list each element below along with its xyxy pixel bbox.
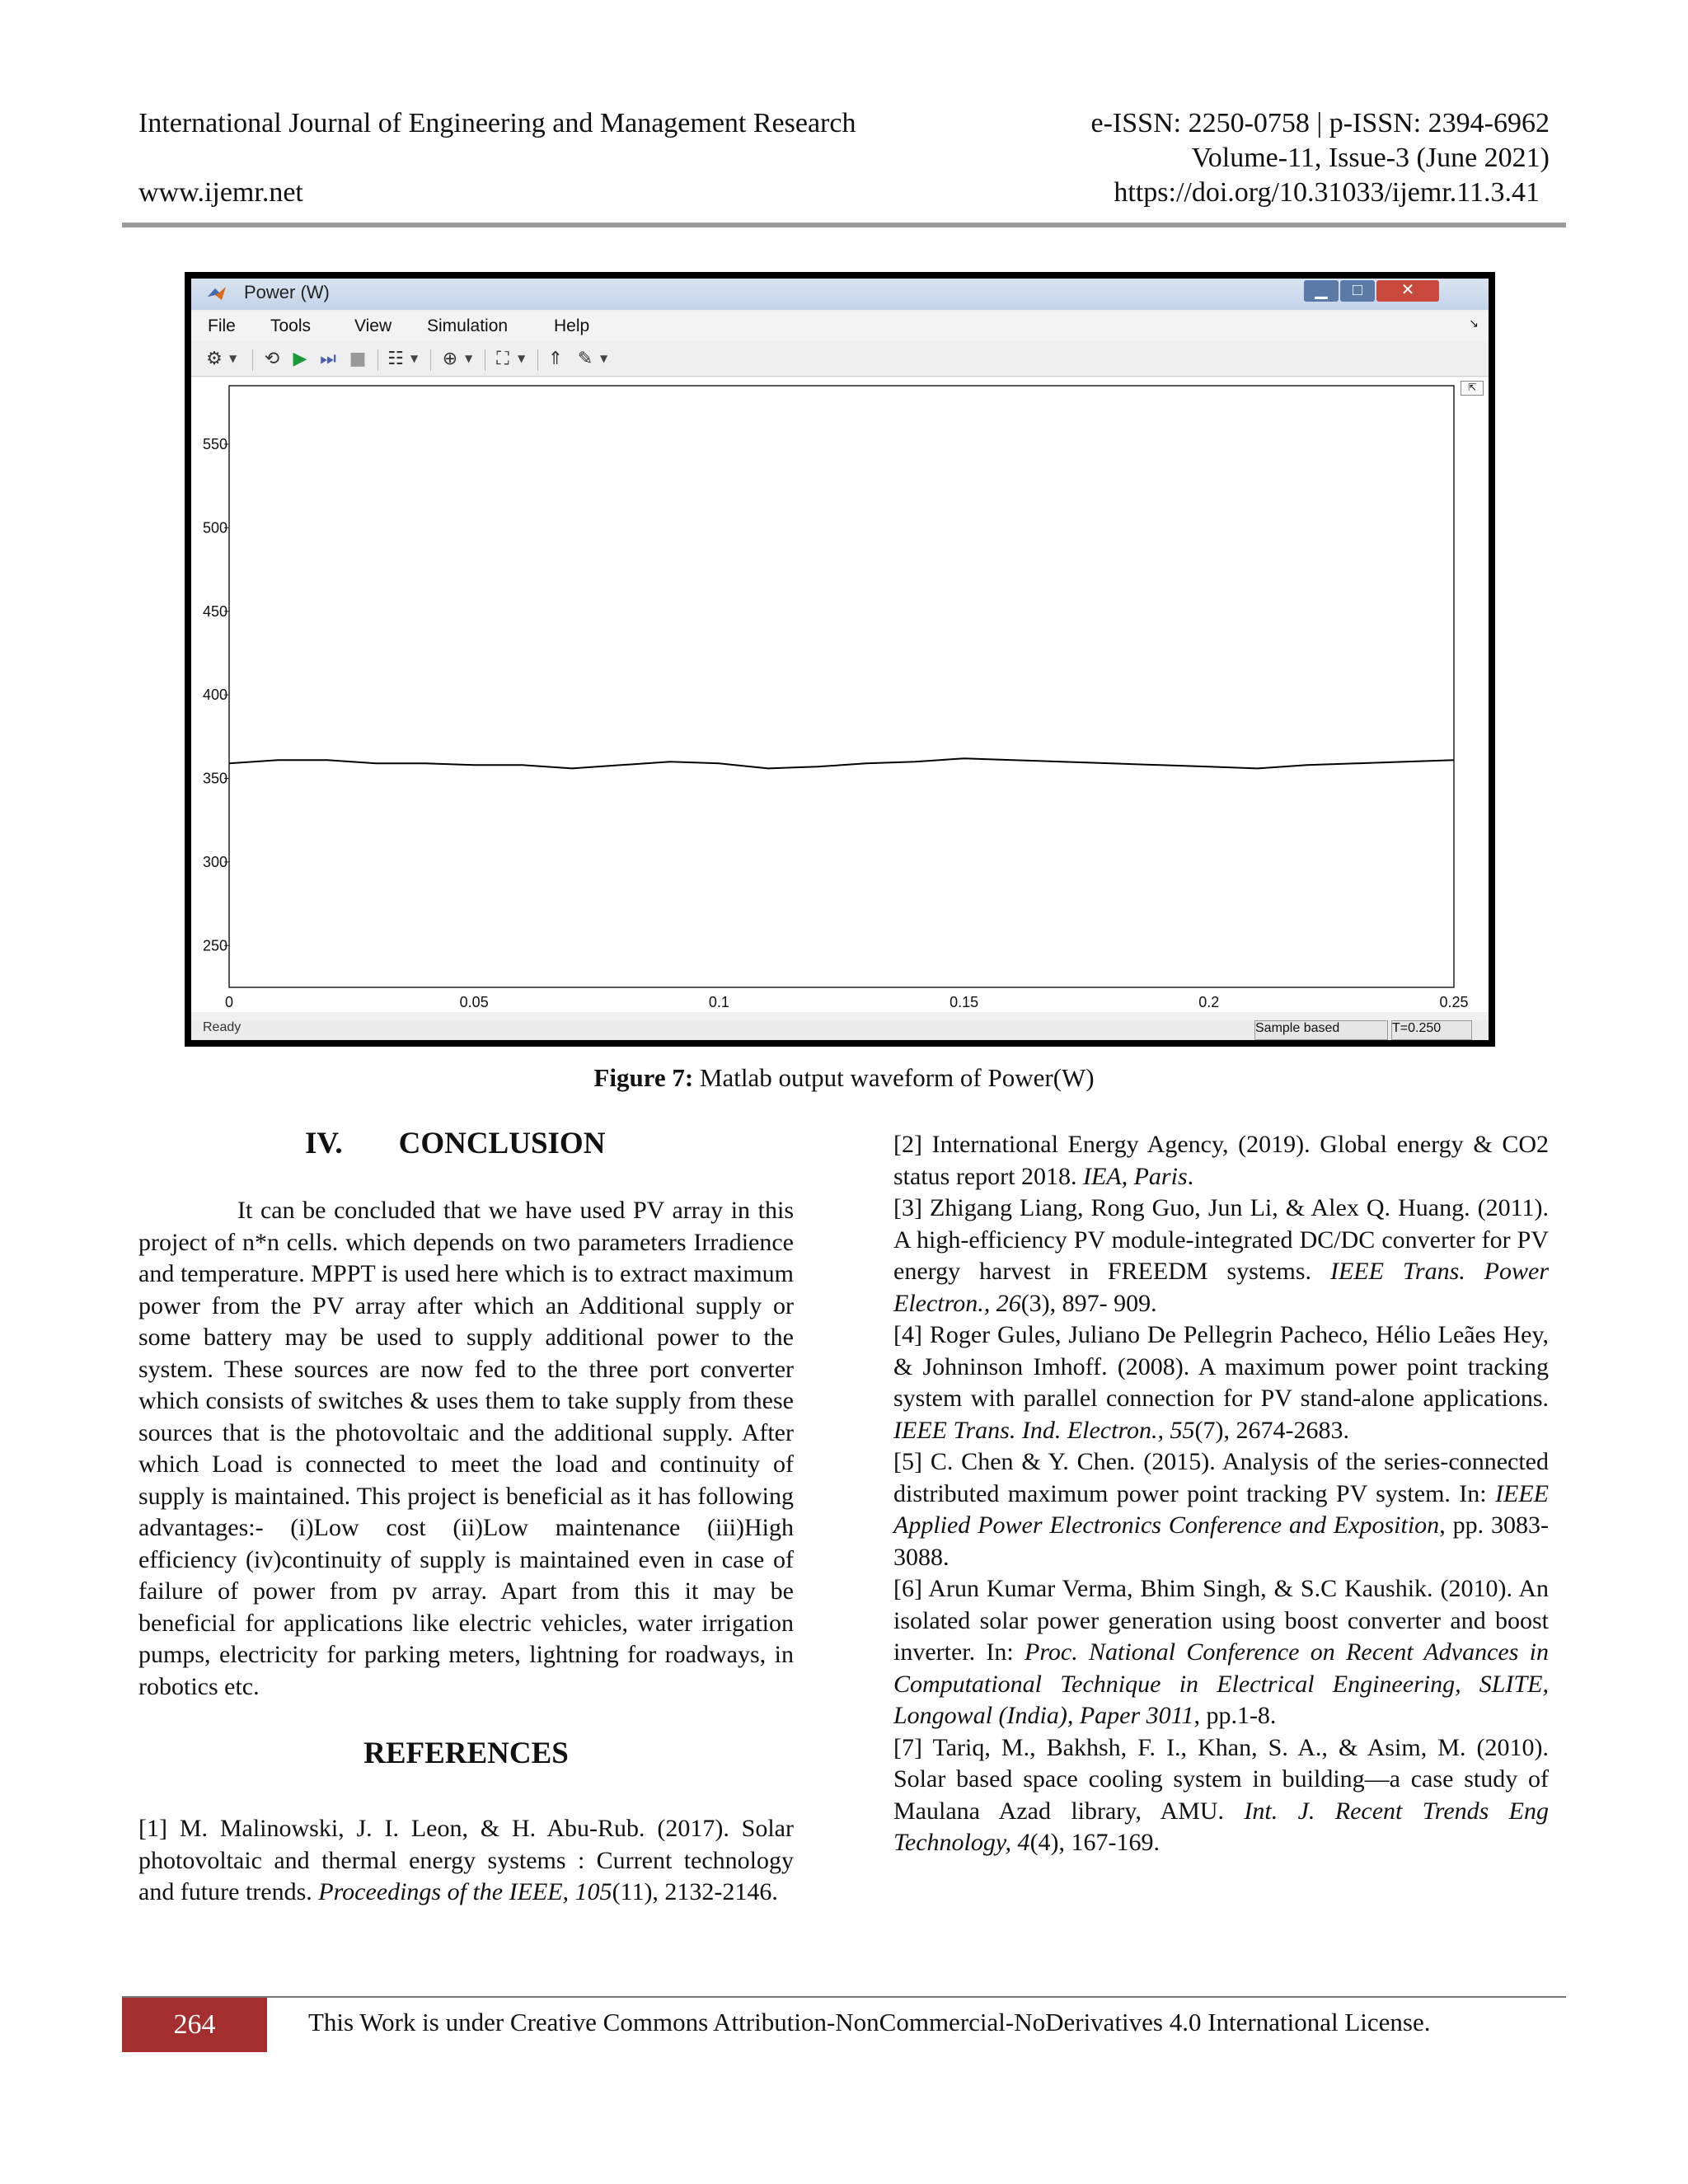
figure-caption <box>0 1063 1688 1093</box>
menu-file[interactable]: File <box>208 316 236 335</box>
references-heading: REFERENCES <box>363 1736 569 1770</box>
conclusion-heading <box>305 1126 794 1167</box>
status-time: T=0.250 <box>1391 1020 1472 1040</box>
x-tick-label: 0.2 <box>1198 994 1220 1010</box>
highlight-icon[interactable]: ⟲ <box>264 349 280 369</box>
reference-item: [7] Tariq, M., Bakhsh, F. I., Khan, S. A., & Asim, M. (2010). Solar based space cooling system in building—a case study of Maulana Azad library, AMU. Int. J. Recent Trends Eng Technology, 4(4), 167-169. <box>893 1733 1549 1856</box>
toolbar-separator <box>252 349 253 371</box>
settings-gear-icon[interactable]: ⚙ <box>206 349 223 369</box>
scope-window <box>185 272 1495 1047</box>
run-icon[interactable]: ▶ <box>293 349 307 369</box>
plot-axes <box>224 386 1454 987</box>
status-ready-text: Ready <box>203 1020 241 1034</box>
y-tick-label: 450 <box>202 602 227 620</box>
footer-divider <box>122 1996 1566 1998</box>
y-tick-label: 350 <box>202 770 227 787</box>
page-number: 264 <box>122 1998 267 2052</box>
x-tick-label: 0.15 <box>950 994 979 1010</box>
menu-view[interactable]: View <box>354 316 392 335</box>
y-tick-label: 300 <box>202 853 227 870</box>
stop-icon[interactable]: ■ <box>349 349 367 369</box>
menu-tools[interactable]: Tools <box>270 316 312 335</box>
x-tick-label: 0.05 <box>459 994 489 1010</box>
website-link[interactable]: www.ijemr.net <box>138 177 303 208</box>
toolbar <box>191 343 1489 377</box>
zoom-dropdown-icon[interactable]: ▼ <box>465 353 473 364</box>
reference-item: [5] C. Chen & Y. Chen. (2015). Analysis of the series-connected distributed maximum power point tracking PV system. In: IEEE Applied Power Electronics Conference and Exposition, pp. 3083-3088. <box>893 1448 1549 1571</box>
journal-title: International Journal of Engineering and Management Research <box>138 108 856 138</box>
y-tick-label: 550 <box>202 435 227 452</box>
x-tick-label: 0.25 <box>1439 994 1469 1010</box>
close-button[interactable]: ✕ <box>1376 280 1439 302</box>
volume-text: Volume-11, Issue-3 (June 2021) <box>1191 143 1550 173</box>
menu-arrow-icon[interactable]: ↘ <box>1469 316 1479 330</box>
y-tick-label: 400 <box>202 687 227 704</box>
menu-bar <box>191 312 1489 341</box>
expand-icon[interactable]: ⇱ <box>1461 381 1484 396</box>
zoom-in-icon[interactable]: ⊕ <box>442 349 458 369</box>
section-title: CONCLUSION <box>398 1127 606 1160</box>
edit-style-icon[interactable]: ✎ <box>577 349 593 369</box>
reference-item: [1] M. Malinowski, J. I. Leon, & H. Abu-Rub. (2017). Solar photovoltaic and thermal energy systems : Current technology and future trends. Proceedings of the IEEE, 105(11), 2132-2146. <box>138 1815 794 1905</box>
conclusion-paragraph: It can be concluded that we have used PV array in this project of n*n cells. which depends on two parameters Irradience and temperature. MPPT is used here which is to extract maximum power from the PV array after which an Additional supply or some battery may be used to supply additional power to the system. These sources are now fed to the three port converter which consists of switches & uses them to take supply from these sources that is the photovoltaic and the additional supply. After which Load is connected to meet the load and continuity of supply is maintained. This project is beneficial as it has following advantages:- (i)Low cost (ii)Low maintenance (iii)High efficiency (iv)continuity of supply is maintained even in case of failure of power from pv array. Apart from this it may be beneficial for applications like electric vehicles, water irrigation pumps, electricity for parking meters, lightning for roadways, in robotics etc. <box>138 1197 794 1700</box>
settings-dropdown-icon[interactable]: ▼ <box>229 353 237 364</box>
toolbar-separator <box>537 349 538 371</box>
header-divider <box>122 223 1566 227</box>
autoscale-dropdown-icon[interactable]: ▼ <box>518 353 526 364</box>
reference-item: [6] Arun Kumar Verma, Bhim Singh, & S.C Kaushik. (2010). An isolated solar power generation using boost converter and boost inverter. In: Proc. National Conference on Recent Advances in Computational Technique in Electrical Engineering, SLITE, Longowal (India), Paper 3011, pp.1-8. <box>893 1575 1549 1729</box>
signal-select-icon[interactable]: ☷ <box>387 349 404 369</box>
menu-help[interactable]: Help <box>554 316 590 335</box>
cursor-measure-icon[interactable]: ⇑ <box>547 349 564 369</box>
edit-dropdown-icon[interactable]: ▼ <box>600 353 608 364</box>
power-chart <box>191 377 1489 1012</box>
x-tick-label: 0.1 <box>708 994 729 1010</box>
toolbar-separator <box>430 349 431 371</box>
scope-window-body <box>191 279 1489 1040</box>
minimize-button[interactable]: ▁ <box>1304 280 1339 302</box>
window-titlebar[interactable] <box>191 279 1489 310</box>
autoscale-icon[interactable]: ⛶ <box>496 349 509 369</box>
maximize-button[interactable]: □ <box>1340 280 1375 302</box>
status-bar <box>191 1020 1489 1040</box>
menu-simulation[interactable]: Simulation <box>427 316 509 335</box>
matlab-logo-icon <box>208 285 226 302</box>
right-column <box>893 1129 1549 1859</box>
section-number: IV. <box>305 1127 343 1160</box>
step-forward-icon[interactable]: ⏭ <box>320 349 336 369</box>
caption-label: Figure 7: <box>593 1063 694 1092</box>
doi-link[interactable]: https://doi.org/10.31033/ijemr.11.3.41 <box>1114 177 1540 208</box>
window-title: Power (W) <box>244 282 330 302</box>
reference-item: [4] Roger Gules, Juliano De Pellegrin Pacheco, Hélio Leães Hey, & Johninson Imhoff. (2008). A maximum power point tracking system with parallel connection for PV stand-alone applications. IEEE Trans. Ind. Electron., 55(7), 2674-2683. <box>893 1321 1549 1444</box>
license-text: This Work is under Creative Commons Attribution-NonCommercial-NoDerivatives 4.0 International License. <box>308 2008 1431 2036</box>
reference-item: [2] International Energy Agency, (2019). Global energy & CO2 status report 2018. IEA, Paris. <box>893 1131 1549 1190</box>
issn-text: e-ISSN: 2250-0758 | p-ISSN: 2394-6962 <box>1090 108 1550 138</box>
y-tick-label: 500 <box>202 519 227 537</box>
plot-frame <box>229 386 1454 987</box>
toolbar-separator <box>377 349 378 371</box>
x-tick-label: 0 <box>224 994 234 1010</box>
left-column <box>138 1126 794 1909</box>
caption-text: Matlab output waveform of Power(W) <box>693 1063 1095 1092</box>
y-tick-label: 250 <box>202 937 227 954</box>
scope-plot-area[interactable] <box>191 377 1489 1012</box>
reference-item: [3] Zhigang Liang, Rong Guo, Jun Li, & Alex Q. Huang. (2011). A high-efficiency PV module-integrated DC/DC converter for PV energy harvest in FREEDM systems. IEEE Trans. Power Electron., 26(3), 897- 909. <box>893 1194 1550 1317</box>
status-sample-based: Sample based <box>1254 1020 1388 1040</box>
signal-dropdown-icon[interactable]: ▼ <box>410 353 419 364</box>
